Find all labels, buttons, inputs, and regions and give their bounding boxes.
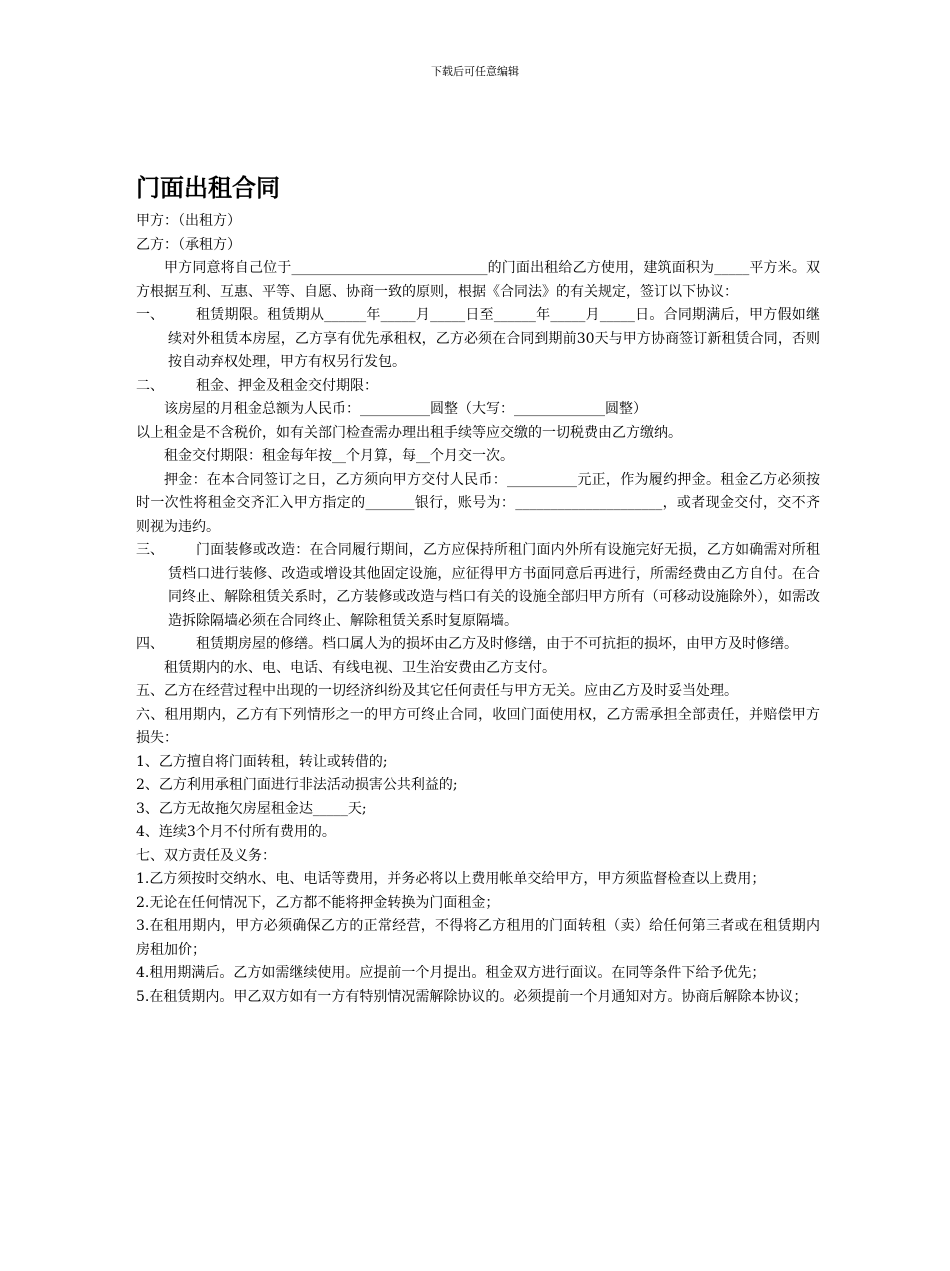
page-header: 下载后可任意编辑: [431, 65, 519, 78]
section-2-text: 租金、押金及租金交付期限：: [196, 377, 378, 394]
section-1: [136, 304, 820, 375]
section-6-item: 4、连续3个月不付所有费用的。: [136, 824, 336, 840]
intro-paragraph: 甲方同意将自己位于____________________________的门面出租给乙方使用，建筑面积为_____平方米。双方根据互利、互惠、平等、自愿、协商一致的原则，根据《合同法》的有关规定，签订以下协议：: [136, 260, 820, 300]
contract-document: [136, 170, 820, 1009]
section-2-number: 二、: [136, 377, 164, 394]
document-title: 门面出租合同: [136, 174, 280, 202]
party-a: 甲方：（出租方）: [136, 213, 241, 229]
section-5: 五、乙方在经营过程中出现的一切经济纠纷及其它任何责任与甲方无关。应由乙方及时妥当处理。: [136, 683, 738, 699]
section-4-number: 四、: [136, 636, 164, 652]
section-7-item: 2.无论在任何情况下，乙方都不能将押金转换为门面租金；: [136, 894, 500, 911]
section-4-text: 租赁期房屋的修缮。档口属人为的损坏由乙方及时修缮，由于不可抗拒的损坏，由甲方及时修缮。: [196, 636, 798, 652]
deposit-clause: 押金：在本合同签订之日，乙方须向甲方交付人民币：__________元正，作为履约押金。租金乙方必须按时一次性将租金交齐汇入甲方指定的_______银行，账号为：_____________________，或者现金交付，交不齐则视为违约。: [136, 471, 820, 535]
tax-note: 以上租金是不含税价，如有关部门检查需办理出租手续等应交缴的一切税费由乙方缴纳。: [136, 424, 682, 441]
section-3: [136, 539, 820, 633]
section-7-item: 1.乙方须按时交纳水、电、电话等费用，并务必将以上费用帐单交给甲方，甲方须监督检查以上费用；: [136, 871, 766, 887]
section-6-item: 2、乙方利用承租门面进行非法活动损害公共利益的;: [136, 777, 458, 793]
section-7-item: 3.在租用期内，甲方必须确保乙方的正常经营，不得将乙方租用的门面转租（卖）给任何第三者或在租赁期内房租加价；: [136, 918, 820, 958]
section-6: 六、租用期内，乙方有下列情形之一的甲方可终止合同，收回门面使用权，乙方需承担全部责任，并赔偿甲方损失：: [136, 706, 820, 746]
utilities-note: 租赁期内的水、电、电话、有线电视、卫生治安费由乙方支付。: [164, 659, 556, 676]
section-3-text: 门面装修或改造：在合同履行期间，乙方应保持所租门面内外所有设施完好无损，乙方如确需对所租赁档口进行装修、改造或增设其他固定设施，应征得甲方书面同意后再进行，所需经费由乙方自付。在合同终止、解除租赁关系时，乙方装修或改造与档口有关的设施全部归甲方所有（可移动设施除外），如需改造拆除隔墙必须在合同终止、解除租赁关系时复原隔墙。: [168, 542, 820, 629]
section-6-item: 3、乙方无故拖欠房屋租金达_____天;: [136, 800, 367, 817]
section-7-item: 5.在租赁期内。甲乙双方如有一方有特别情况需解除协议的。必须提前一个月通知对方。协商后解除本协议；: [136, 988, 808, 1005]
section-4: [136, 633, 820, 657]
party-b: 乙方：（承租方）: [136, 236, 241, 253]
rent-amount: 该房屋的月租金总额为人民币：__________圆整（大写：_____________圆整）: [164, 401, 647, 417]
section-6-item: 1、乙方擅自将门面转租，转让或转借的;: [136, 753, 388, 770]
section-2: [136, 375, 820, 399]
section-1-number: 一、: [136, 307, 164, 323]
section-7: 七、双方责任及义务：: [136, 847, 276, 864]
payment-term: 租金交付期限：租金每年按__个月算，每__个月交一次。: [164, 448, 514, 464]
section-3-number: 三、: [136, 542, 164, 558]
section-7-item: 4.租用期满后。乙方如需继续使用。应提前一个月提出。租金双方进行面议。在同等条件下给予优先；: [136, 965, 766, 981]
section-1-text: 租赁期限。租赁期从______年_____月_____日至______年_____月_____日。合同期满后，甲方假如继续对外租赁本房屋，乙方享有优先承租权，乙方必须在合同到期前30天与甲方协商签订新租赁合同，否则按自动弃权处理，甲方有权另行发包。: [168, 307, 820, 370]
